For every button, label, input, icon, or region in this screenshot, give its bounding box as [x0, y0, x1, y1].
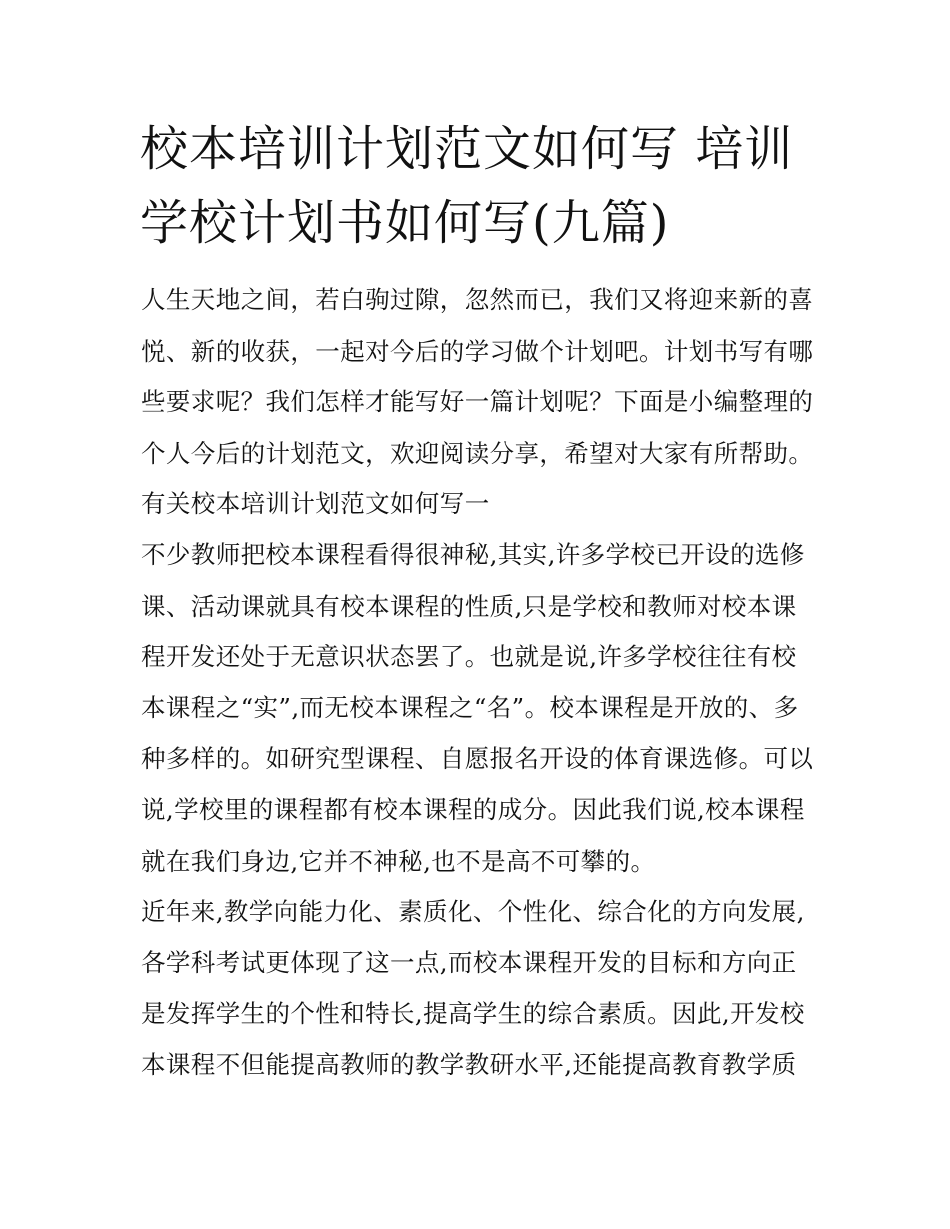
text-line: 课、活动课就具有校本课程的性质,只是学校和教师对校本课: [141, 592, 797, 621]
text-line: 程开发还处于无意识状态罢了。也就是说,许多学校往往有校: [141, 642, 797, 671]
text-line: 是发挥学生的个性和特长,提高学生的综合素质。因此,开发校: [141, 999, 805, 1028]
text-line: 种多样的。如研究型课程、自愿报名开设的体育课选修。可以: [141, 744, 814, 773]
text-line: 个人今后的计划范文，欢迎阅读分享，希望对大家有所帮助。: [141, 439, 814, 468]
text-line: 各学科考试更体现了这一点,而校本课程开发的目标和方向正: [141, 948, 797, 977]
text-line: 人生天地之间，若白驹过隙，忽然而已，我们又将迎来新的喜: [141, 285, 814, 314]
section-heading: 有关校本培训计划范文如何写一: [141, 489, 490, 518]
text-line: 些要求呢？我们怎样才能写好一篇计划呢？下面是小编整理的: [141, 387, 814, 416]
text-line: 本课程之“实”,而无校本课程之“名”。校本课程是开放的、多: [141, 693, 799, 722]
text-line: 就在我们身边,它并不神秘,也不是高不可攀的。: [141, 847, 656, 876]
text-line: 不少教师把校本课程看得很神秘,其实,许多学校已开设的选修: [141, 540, 805, 569]
text-line: 说,学校里的课程都有校本课程的成分。因此我们说,校本课程: [141, 795, 805, 824]
document-title: 校本培训计划范文如何写 培训 学校计划书如何写(九篇): [140, 121, 794, 251]
text-line: 近年来,教学向能力化、素质化、个性化、综合化的方向发展,: [141, 897, 805, 926]
text-line: 本课程不但能提高教师的教学教研水平,还能提高教育教学质: [141, 1050, 797, 1079]
text-line: 悦、新的收获，一起对今后的学习做个计划吧。计划书写有哪: [141, 337, 814, 366]
